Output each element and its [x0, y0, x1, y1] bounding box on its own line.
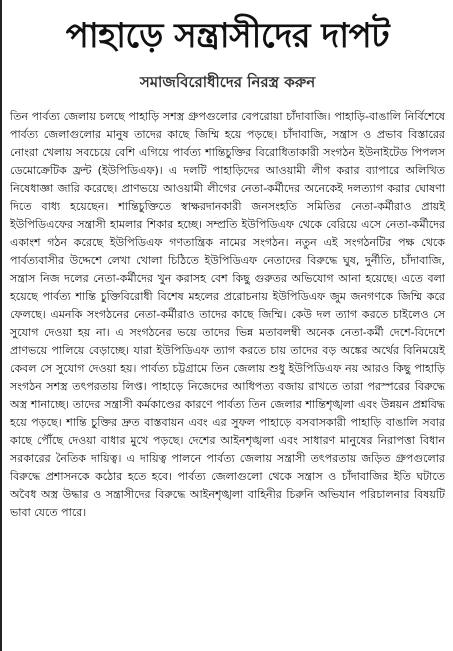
headline: পাহাড়ে সন্ত্রাসীদের দাপট: [65, 16, 390, 56]
subheadline: সমাজবিরোধীদের নিরস্ত্র করুন: [139, 73, 316, 91]
editorial-body-text: তিন পার্বত্য জেলায় চলছে পাহাড়ি সশস্ত্র গ্রুপগুলোর বেপরোয়া চাঁদাবাজি। পাহাড়ি-বাঙালি নির্বিশেষে পার্বত্য জেলাগুলোর মানুষ তাদের কাছে জিম্মি হয়ে পড়ছে। চাঁদাবাজি, সন্ত্রাস ও প্রভাব বিস্তারের নোংরা খেলায় সবচেয়ে বেশি এগিয়ে পার্বত্য শান্তিচুক্তির বিরোধিতাকারী সংগঠন ইউনাইটেড পিপলস ডেমোক্রেটিক ফ্রন্ট (ইউপিডিএফ)। এ দলটি পাহাড়িদের আওয়ামী লীগ করার ব্যাপারে অলিখিত নিষেধাজ্ঞা জারি করেছে। প্রাণভয়ে আওয়ামী লীগের নেতা-কর্মীদের অনেকেই দলত্যাগ করার ঘোষণা দিতে বাধ্য হয়েছেন। শান্তিচুক্তিতে স্বাক্ষরদানকারী জনসংহতি সমিতির নেতা-কর্মীরাও প্রায়ই ইউপিডিএফের সন্ত্রাসী হামলার শিকার হচ্ছে। সম্প্রতি ইউপিডিএফ থেকে বেরিয়ে এসে নেতা-কর্মীদের একাংশ গঠন করেছে ইউপিডিএফ গণতান্ত্রিক নামের সংগঠন। নতুন এই সংগঠনটির পক্ষ থেকে পার্বত্যবাসীর উদ্দেশে লেখা খোলা চিঠিতে ইউপিডিএফ নেতাদের বিরুদ্ধে ঘুষ, দুর্নীতি, চাঁদাবাজি, সন্ত্রাস নিজ দলের নেতা-কর্মীদের খুন করাসহ বেশ কিছু গুরুতর অভিযোগ আনা হয়েছে। এতে বলা হয়েছে পার্বত্য শান্তি চুক্তিবিরোধী বিশেষ মহলের প্ররোচনায় ইউপিডিএফ জুম জনগণকে জিম্মি করে ফেলছে। এমনকি সংগঠনের নেতা-কর্মীরাও তাদের কাছে জিম্মি। কেউ দল ত্যাগ করতে চাইলেও সে সুযোগ দেওয়া হয় না। এ সংগঠনের ভয়ে তাদের ভিন্ন মতাবলম্বী অনেক নেতা-কর্মী দেশে-বিদেশে প্রাণভয়ে পালিয়ে বেড়াচ্ছে। যারা ইউপিডিএফ ত্যাগ করতে চায় তাদের বড় অঙ্কের অর্থের বিনিময়েই কেবল সে সুযোগ দেওয়া হয়। পার্বত্য চট্টগ্রামে তিন জেলায় শুধু ইউপিডিএফ নয় আরও কিছু পাহাড়ি সংগঠন সশস্ত্র তৎপরতায় লিপ্ত। পাহাড়ে নিজেদের আধিপত্য বজায় রাখতে তারা পরস্পরের বিরুদ্ধে অস্ত্র শানাচ্ছে। তাদের সন্ত্রাসী কর্মকাণ্ডের কারণে পার্বত্য তিন জেলার শান্তিশৃঙ্খলা এবং উন্নয়ন প্রশ্নবিদ্ধ হয়ে পড়ছে। শান্তি চুক্তির দ্রুত বাস্তবায়ন এবং এর সুফল পাহাড়ে বসবাসকারী পাহাড়ি বাঙালি সবার কাছে পৌঁছে দেওয়া বাধার মুখে পড়ছে। দেশের আইনশৃঙ্খলা এবং সাধারণ মানুষের নিরাপত্তা বিধান সরকারের নৈতিক দায়িত্ব। এ দায়িত্ব পালনে পার্বত্য জেলায় সন্ত্রাসী তৎপরতায় জড়িত গ্রুপগুলোর বিরুদ্ধে প্রশাসনকে কঠোর হতে হবে। পার্বত্য জেলাগুলো থেকে সন্ত্রাস ও চাঁদাবাজির ইতি ঘটাতে অবৈধ অস্ত্র উদ্ধার ও সন্ত্রাসীদের বিরুদ্ধে আইনশৃঙ্খলা বাহিনীর চিরুনি অভিযান পরিচালনার বিষয়টি ভাবা যেতে পারে।: [10, 110, 445, 519]
